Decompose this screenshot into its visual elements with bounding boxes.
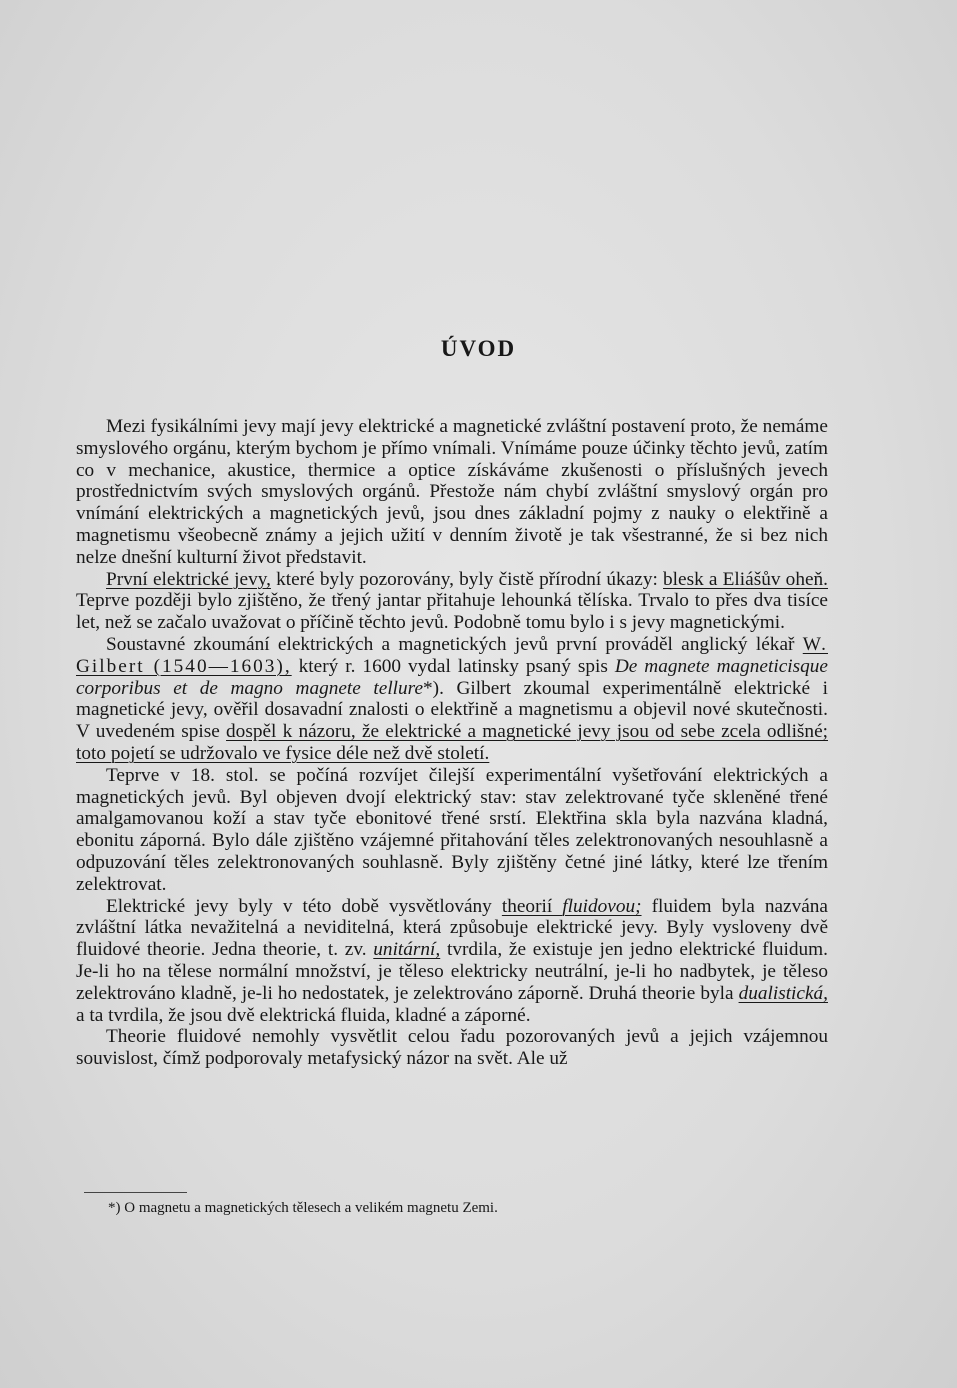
paragraph [76,765,828,896]
underlined-text: blesk a Eliášův oheň. [663,568,828,590]
text-run: Soustavné zkoumání elektrických a magnetických jevů první prováděl anglický lékař [106,633,803,655]
body-text [76,416,828,1070]
footnote: *) O magnetu a magnetických tělesech a velikém magnetu Zemi. [108,1200,498,1216]
text-run: *). Gilbert zkoumal experimentálně elektrické i magnetické jevy, ověřil dosavadní znalosti o elektřině a magnetismu a objevil nové skutečnosti. V uvedeném spise [76,677,828,743]
term-fluidova: fluidovou; [562,895,642,917]
text-run: tvrdila, že existuje jen jedno elektrické fluidum. Je-li ho na tělese normální množství, je těleso elektricky neutrální, je-li ho nadbytek, je těleso zelektrováno kladně, je-li ho nedostatek, je zelektrováno záporně. Druhá theorie byla [76,939,828,1004]
term-dualisticka: dualistická, [738,982,828,1004]
paragraph [76,634,828,765]
footnote-divider [84,1192,187,1193]
text-run: fluidem byla nazvána zvláštní látka nevažitelná a neviditelná, která způsobuje elektrické jevy. Byly vysloveny dvě fluidové theorie. Jedna theorie, t. zv. [76,895,828,961]
page-title: ÚVOD [440,336,517,361]
term-unitarni: unitární, [373,939,441,961]
paragraph [76,569,828,634]
text-run: Teprve později bylo zjištěno, že třený jantar přitahuje lehounká tělíska. Trvalo to přes dva tisíce let, než se začalo uvažovat o příčině těchto jevů. Podobně tomu bylo i s jevy magnetickými. [76,590,828,634]
text-run: které byly pozorovány, byly čistě přírodní úkazy: [270,568,664,590]
book-title: De magnete magneticisque corporibus et de magno magnete tellure [76,655,828,699]
text-run: a ta tvrdila, že jsou dvě elektrická fluida, kladné a záporné. [76,1004,531,1026]
text-run: Teprve v 18. stol. se počíná rozvíjet čilejší experimentální vyšetřování elektrických a magnetických jevů. Byl objeven dvojí elektrický stav: stav zelektrované tyče skleněné třené amalgamovanou koží a stav tyče ebonitové třené srstí. Elektřina skla byla nazvána kladná, ebonitu záporná. Bylo dále zjištěno vzájemné přitahování těles zelektronovaných nesouhlasně a odpuzování těles zelektronovaných souhlasně. Byly zjištěny četné jiné látky, které lze třením zelektrovat. [76,764,828,895]
paragraph [76,416,828,569]
underlined-text: dospěl k názoru, že elektrické a magnetické jevy jsou od sebe zcela odlišné; toto pojetí se udržovalo ve fysice déle než dvě století. [76,721,828,764]
author-name: W. Gilbert (1540—1603), [76,633,828,677]
paragraph [76,1026,828,1070]
underlined-text: První elektrické jevy, [106,568,271,590]
text-run: který r. 1600 vydal latinsky psaný spis [291,655,615,677]
paragraph [76,896,828,1027]
text-run: Elektrické jevy byly v této době vysvětlovány [106,895,502,917]
underlined-text: theorií [501,895,563,917]
text-run: Mezi fysikálními jevy mají jevy elektrické a magnetické zvláštní postavení proto, že nemáme smyslového orgánu, kterým bychom je přímo vnímali. Vnímáme pouze účinky těchto jevů, zatím co v mechanice, akustice, thermice a optice získáváme zkušenosti o příslušných jevech prostřednictvím svých smyslových orgánů. Přestože nám chybí zvláštní smyslový orgán pro vnímání elektrických a magnetických jevů, jsou dnes základní pojmy z nauky o elektřině a magnetismu všeobecně známy a jejich užití v denním životě je tak všestranné, že si bez nich nelze dnešní kulturní život představit. [76,416,828,568]
text-run: Theorie fluidové nemohly vysvětlit celou řadu pozorovaných jevů a jejich vzájemnou souvislost, čímž podporovaly metafysický názor na svět. Ale už [76,1026,828,1070]
